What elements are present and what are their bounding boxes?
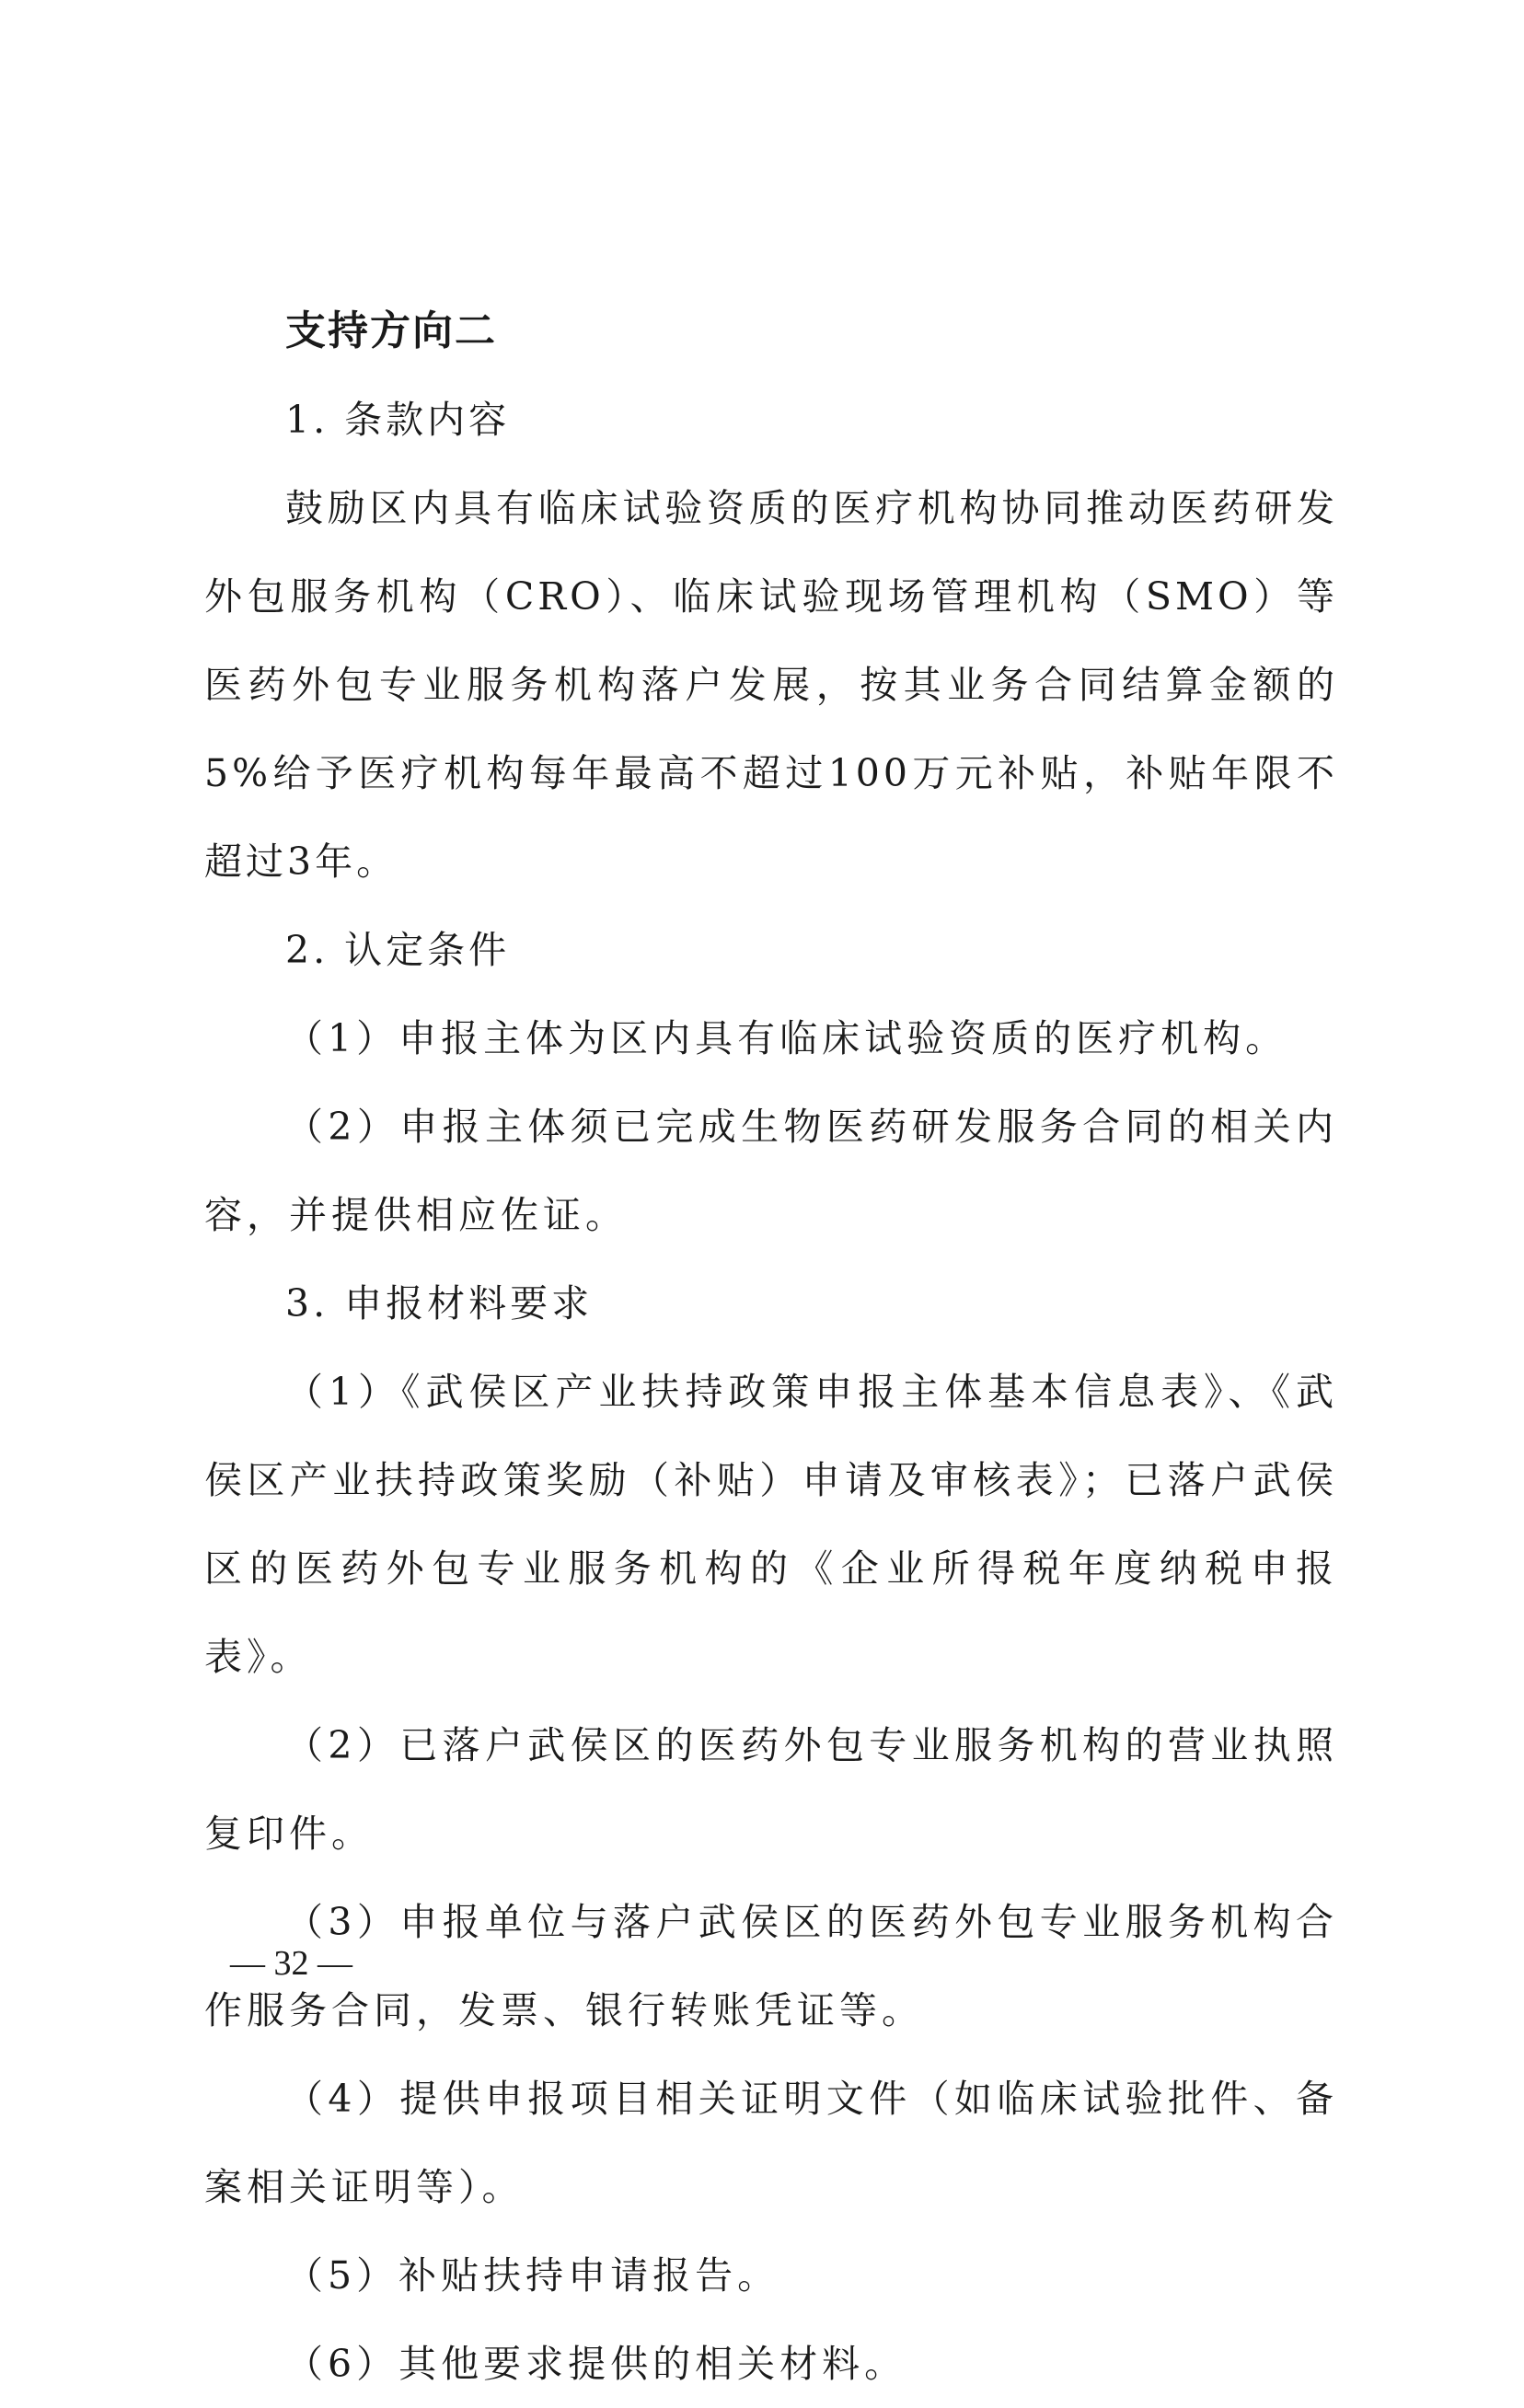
materials-item-3: （3）申报单位与落户武侯区的医药外包专业服务机构合作服务合同，发票、银行转账凭证等。 bbox=[204, 1900, 1338, 2032]
criteria-item-1: （1）申报主体为区内具有临床试验资质的医疗机构。 bbox=[285, 1016, 1288, 1060]
section-heading: 支持方向二 bbox=[285, 307, 497, 354]
document-body bbox=[204, 287, 1338, 2408]
criteria-title: 2. 认定条件 bbox=[285, 928, 511, 972]
materials-item-6: （6）其他要求提供的相关材料。 bbox=[285, 2342, 907, 2386]
materials-title: 3. 申报材料要求 bbox=[285, 1281, 594, 1326]
materials-item-2: （2）已落户武侯区的医药外包专业服务机构的营业执照复印件。 bbox=[204, 1723, 1338, 1856]
clause-title: 1. 条款内容 bbox=[285, 398, 511, 442]
page-number: — 32 — bbox=[230, 1944, 352, 1983]
criteria-item-2: （2）申报主体须已完成生物医药研发服务合同的相关内容，并提供相应佐证。 bbox=[204, 1105, 1338, 1237]
materials-item-5: （5）补贴扶持申请报告。 bbox=[285, 2253, 780, 2298]
materials-item-4: （4）提供申报项目相关证明文件（如临床试验批件、备案相关证明等）。 bbox=[204, 2077, 1338, 2209]
clause-content-paragraph: 鼓励区内具有临床试验资质的医疗机构协同推动医药研发外包服务机构（CRO）、临床试验现场管理机构（SMO）等医药外包专业服务机构落户发展，按其业务合同结算金额的5%给予医疗机构每年最高不超过100万元补贴，补贴年限不超过3年。 bbox=[204, 486, 1338, 884]
materials-item-1: （1）《武侯区产业扶持政策申报主体基本信息表》、《武侯区产业扶持政策奖励（补贴）申请及审核表》；已落户武侯区的医药外包专业服务机构的《企业所得税年度纳税申报表》。 bbox=[204, 1370, 1338, 1679]
